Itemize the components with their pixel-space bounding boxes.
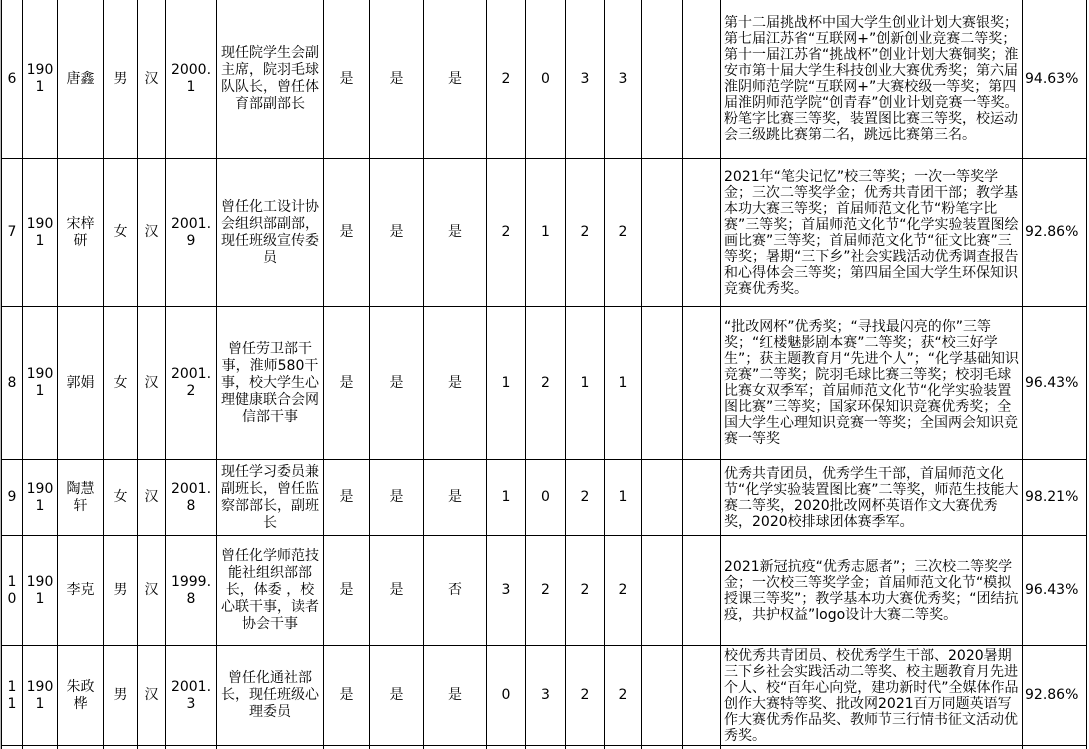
cell-awards[interactable]: 优秀共青团员，优秀学生干部，首届师范文化节“化学实验装置图比赛”二等奖，师范生技能大赛二等奖，2020批改网杯英语作文大赛优秀奖，2020校排球团体赛季军。 <box>721 460 1023 536</box>
cell-ethnicity[interactable]: 汉 <box>138 0 166 159</box>
cell-count-4[interactable]: 2 <box>605 536 642 646</box>
cell-count-3[interactable]: 2 <box>566 646 605 746</box>
cell-ethnicity[interactable]: 汉 <box>138 159 166 307</box>
cell-count-3[interactable]: 3 <box>566 0 605 159</box>
table-row <box>2 307 1087 460</box>
cell-count-4[interactable]: 2 <box>605 646 642 746</box>
cell-birthdate[interactable] <box>166 746 217 749</box>
left-clip-edge <box>0 0 1 749</box>
cell-birthdate[interactable]: 2001.9 <box>166 159 217 307</box>
cell-count-1[interactable]: 2 <box>487 159 526 307</box>
cell-row-number[interactable]: 11 <box>2 646 23 746</box>
cell-count-2[interactable]: 1 <box>526 159 566 307</box>
cell-positions[interactable]: 现任院学生会副主席，院羽毛球队队长，曾任体育部副部长 <box>217 0 324 159</box>
cell-count-3[interactable]: 2 <box>566 159 605 307</box>
cell-count-3[interactable] <box>566 746 605 749</box>
cell-flag-2[interactable]: 是 <box>370 159 424 307</box>
cell-count-1[interactable]: 0 <box>487 646 526 746</box>
cell-score-percent[interactable]: 96.43% <box>1023 536 1087 646</box>
cell-count-2[interactable]: 2 <box>526 307 566 460</box>
cell-flag-3[interactable]: 是 <box>424 460 487 536</box>
cell-birthdate[interactable]: 2001.2 <box>166 307 217 460</box>
cell-gender[interactable]: 女 <box>104 307 138 460</box>
cell-name[interactable]: 李克 <box>58 536 104 646</box>
cell-gender[interactable] <box>104 746 138 749</box>
cell-positions[interactable] <box>217 746 324 749</box>
cell-empty-1[interactable] <box>642 536 683 646</box>
cell-score-percent[interactable]: 96.43% <box>1023 307 1087 460</box>
cell-score-percent[interactable]: 94.63% <box>1023 0 1087 159</box>
cell-gender[interactable]: 女 <box>104 159 138 307</box>
cell-count-3[interactable]: 1 <box>566 307 605 460</box>
cell-flag-3[interactable]: 是 <box>424 159 487 307</box>
cell-ethnicity[interactable]: 汉 <box>138 460 166 536</box>
cell-empty-2[interactable] <box>683 159 721 307</box>
cell-empty-2[interactable] <box>683 0 721 159</box>
cell-flag-2[interactable]: 是 <box>370 307 424 460</box>
table-row <box>2 646 1087 746</box>
cell-empty-2[interactable] <box>683 536 721 646</box>
cell-gender[interactable]: 女 <box>104 460 138 536</box>
cell-empty-1[interactable] <box>642 0 683 159</box>
cell-name[interactable]: 唐鑫 <box>58 0 104 159</box>
cell-name[interactable]: 郭娟 <box>58 307 104 460</box>
cell-awards[interactable]: 第十二届挑战杯中国大学生创业计划大赛银奖；第七届江苏省“互联网+”创新创业竞赛二等奖；第十一届江苏省“挑战杯”创业计划大赛铜奖；淮安市第十届大学生科技创业大赛优秀奖；第六届淮阴师范学院“互联网+”大赛校级一等奖；第四届淮阴师范学院“创青春”创业计划竞赛一等奖。粉笔字比赛三等奖，装置图比赛三等奖，校运动会三级跳比赛第二名，跳远比赛第三名。 <box>721 0 1023 159</box>
cell-count-4[interactable]: 1 <box>605 460 642 536</box>
cell-empty-2[interactable] <box>683 646 721 746</box>
cell-name[interactable]: 宋梓研 <box>58 159 104 307</box>
cell-empty-1[interactable] <box>642 307 683 460</box>
cell-score-percent[interactable]: 92.86% <box>1023 646 1087 746</box>
cell-row-number[interactable]: 7 <box>2 159 23 307</box>
cell-flag-2[interactable] <box>370 746 424 749</box>
cell-flag-1[interactable]: 是 <box>324 307 370 460</box>
cell-empty-1[interactable] <box>642 159 683 307</box>
cell-class[interactable] <box>23 746 58 749</box>
cell-empty-2[interactable] <box>683 307 721 460</box>
cell-count-3[interactable]: 2 <box>566 536 605 646</box>
cell-flag-2[interactable]: 是 <box>370 460 424 536</box>
cell-count-4[interactable]: 1 <box>605 307 642 460</box>
cell-count-1[interactable]: 1 <box>487 307 526 460</box>
cell-name[interactable]: 朱政桦 <box>58 646 104 746</box>
cell-count-4[interactable]: 2 <box>605 159 642 307</box>
cell-score-percent[interactable] <box>1023 746 1087 749</box>
cell-positions[interactable]: 现任学习委员兼副班长，曾任监察部部长，副班长 <box>217 460 324 536</box>
cell-empty-2[interactable] <box>683 460 721 536</box>
cell-awards[interactable]: 2021年“笔尖记忆”校三等奖；一次一等奖学金；三次二等奖学金；优秀共青团干部；教学基本功大赛三等奖；首届师范文化节“粉笔字比赛”三等奖；首届师范文化节“化学实验装置图绘画比赛”三等奖；首届师范文化节“征文比赛”三等奖；暑期“三下乡”社会实践活动优秀调查报告和心得体会三等奖；第四届全国大学生环保知识竞赛优秀奖。 <box>721 159 1023 307</box>
cell-birthdate[interactable]: 2001.3 <box>166 646 217 746</box>
cell-name[interactable] <box>58 746 104 749</box>
cell-birthdate[interactable]: 2001.8 <box>166 460 217 536</box>
cell-awards[interactable]: 校优秀共青团员、校优秀学生干部、2020暑期三下乡社会实践活动二等奖、校主题教育月先进个人、校“百年心向党，建功新时代”全媒体作品创作大赛特等奖、批改网2021百万同题英语写作大赛优秀作品奖、教师节三行情书征文活动优秀奖。 <box>721 646 1023 746</box>
table-row <box>2 0 1087 159</box>
cell-flag-1[interactable]: 是 <box>324 646 370 746</box>
table-row <box>2 159 1087 307</box>
cell-flag-1[interactable]: 是 <box>324 460 370 536</box>
cell-birthdate[interactable]: 2000.1 <box>166 0 217 159</box>
table-row-partial <box>2 746 1087 749</box>
cell-ethnicity[interactable]: 汉 <box>138 307 166 460</box>
cell-gender[interactable]: 男 <box>104 646 138 746</box>
cell-count-1[interactable]: 2 <box>487 0 526 159</box>
cell-ethnicity[interactable]: 汉 <box>138 646 166 746</box>
cell-gender[interactable]: 男 <box>104 536 138 646</box>
cell-ethnicity[interactable] <box>138 746 166 749</box>
cell-count-2[interactable]: 3 <box>526 646 566 746</box>
cell-count-1[interactable] <box>487 746 526 749</box>
cell-count-2[interactable] <box>526 746 566 749</box>
cell-flag-3[interactable]: 是 <box>424 307 487 460</box>
cell-class[interactable]: 1901 <box>23 460 58 536</box>
cell-positions[interactable]: 曾任化工设计协会组织部副部，现任班级宣传委员 <box>217 159 324 307</box>
cell-empty-2[interactable] <box>683 746 721 749</box>
cell-positions[interactable]: 曾任化学师范技能社组织部部长，体委 ，校心联干事，读者协会干事 <box>217 536 324 646</box>
cell-flag-3[interactable]: 否 <box>424 536 487 646</box>
cell-gender[interactable]: 男 <box>104 0 138 159</box>
cell-count-2[interactable]: 2 <box>526 536 566 646</box>
table-row <box>2 460 1087 536</box>
cell-birthdate[interactable]: 1999.8 <box>166 536 217 646</box>
cell-row-number[interactable]: 9 <box>2 460 23 536</box>
cell-awards[interactable]: 2021新冠抗疫“优秀志愿者”；三次校二等奖学金；一次校三等奖学金；首届师范文化节“模拟授课三等奖”；教学基本功大赛优秀奖；“团结抗疫，共护权益”logo设计大赛二等奖。 <box>721 536 1023 646</box>
cell-flag-2[interactable]: 是 <box>370 646 424 746</box>
cell-row-number[interactable] <box>2 746 23 749</box>
cell-flag-1[interactable]: 是 <box>324 536 370 646</box>
cell-count-4[interactable]: 3 <box>605 0 642 159</box>
cell-ethnicity[interactable]: 汉 <box>138 536 166 646</box>
cell-flag-1[interactable]: 是 <box>324 159 370 307</box>
cell-row-number[interactable]: 10 <box>2 536 23 646</box>
cell-empty-1[interactable] <box>642 646 683 746</box>
cell-flag-2[interactable]: 是 <box>370 0 424 159</box>
cell-empty-1[interactable] <box>642 746 683 749</box>
student-table-body <box>2 0 1087 749</box>
cell-count-4[interactable] <box>605 746 642 749</box>
cell-count-2[interactable]: 0 <box>526 0 566 159</box>
cell-count-1[interactable]: 1 <box>487 460 526 536</box>
student-evaluation-table <box>1 0 1087 749</box>
cell-flag-2[interactable]: 是 <box>370 536 424 646</box>
cell-flag-3[interactable] <box>424 746 487 749</box>
cell-awards[interactable] <box>721 746 1023 749</box>
cell-flag-1[interactable]: 是 <box>324 0 370 159</box>
cell-empty-1[interactable] <box>642 460 683 536</box>
cell-positions[interactable]: 曾任化通社部长，现任班级心理委员 <box>217 646 324 746</box>
cell-name[interactable]: 陶慧轩 <box>58 460 104 536</box>
cell-class[interactable]: 1901 <box>23 646 58 746</box>
cell-flag-3[interactable]: 是 <box>424 0 487 159</box>
cell-flag-3[interactable]: 是 <box>424 646 487 746</box>
table-row <box>2 536 1087 646</box>
cell-row-number[interactable]: 8 <box>2 307 23 460</box>
cell-positions[interactable]: 曾任劳卫部干事，淮师580干事，校大学生心理健康联合会网信部干事 <box>217 307 324 460</box>
cell-count-3[interactable]: 2 <box>566 460 605 536</box>
cell-awards[interactable]: “批改网杯”优秀奖；“寻找最闪亮的你”三等奖；“红楼魅影剧本赛”二等奖；获“校三好学生”；获主题教育月“先进个人”；“化学基础知识竞赛”二等奖；院羽毛球比赛三等奖；校羽毛球比赛女双季军；首届师范文化节“化学实验装置图比赛”三等奖；国家环保知识竞赛优秀奖；全国大学生心理知识竞赛一等奖；全国两会知识竞赛一等奖 <box>721 307 1023 460</box>
cell-class[interactable]: 1901 <box>23 159 58 307</box>
cell-class[interactable]: 1901 <box>23 307 58 460</box>
cell-row-number[interactable]: 6 <box>2 0 23 159</box>
cell-class[interactable]: 1901 <box>23 536 58 646</box>
cell-score-percent[interactable]: 98.21% <box>1023 460 1087 536</box>
cell-score-percent[interactable]: 92.86% <box>1023 159 1087 307</box>
cell-count-2[interactable]: 0 <box>526 460 566 536</box>
cell-class[interactable]: 1901 <box>23 0 58 159</box>
cell-flag-1[interactable] <box>324 746 370 749</box>
cell-count-1[interactable]: 3 <box>487 536 526 646</box>
